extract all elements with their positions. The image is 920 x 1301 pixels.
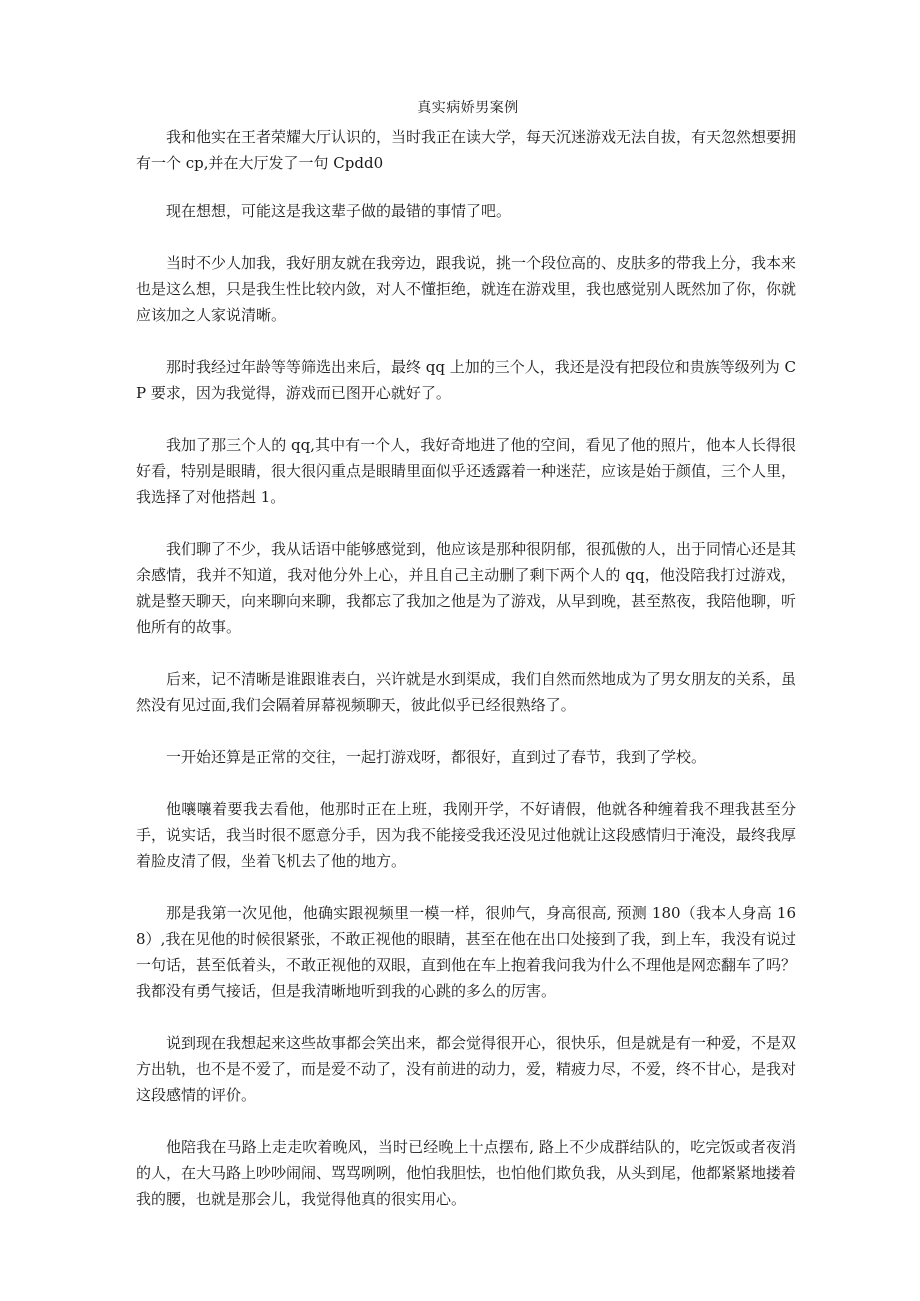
paragraph-4: 那时我经过年龄等等筛选出来后，最终 qq 上加的三个人，我还是没有把段位和贵族等级列为 CP 要求，因为我觉得，游戏而已图开心就好了。: [136, 358, 796, 402]
paragraph-1: 我和他实在王者荣耀大厅认识的，当时我正在读大学，每天沉迷游戏无法自拔，有天忽然想要拥有一个 cp,并在大厅发了一句 Cpdd0: [136, 128, 797, 172]
document-title: 真实病娇男案例: [417, 100, 519, 116]
paragraph-12: 他陪我在马路上走走吹着晚风，当时已经晚上十点摆布, 路上不少成群结队的，吃完饭或者夜消的人，在大马路上吵吵闹闹、骂骂咧咧，他怕我胆怯，也怕他们欺负我，从头到尾，他都紧紧地搂着我的腰，也就是那会儿，我觉得他真的很实用心。: [136, 1138, 797, 1208]
paragraph-10: 那是我第一次见他，他确实跟视频里一模一样，很帅气，身高很高, 预测 180（我本人身高 168）,我在见他的时候很紧张，不敢正视他的眼睛，甚至在他在出口处接到了我，到上车，我没有说过一句话，甚至低着头，不敢正视他的双眼，直到他在车上抱着我问我为什么不理他是网恋翻车了吗？我都没有勇气接话，但是我清晰地听到我的心跳的多么的厉害。: [136, 904, 797, 1000]
paragraph-6: 我们聊了不少，我从话语中能够感觉到，他应该是那种很阴郁，很孤傲的人，出于同情心还是其余感情，我并不知道，我对他分外上心，并且自己主动删了剩下两个人的 qq，他没陪我打过游戏，就是整天聊天，向来聊向来聊，我都忘了我加之他是为了游戏，从早到晚，甚至熬夜，我陪他聊，听他所有的故事。: [136, 540, 797, 636]
paragraph-9: 他嚷嚷着要我去看他，他那时正在上班，我刚开学，不好请假，他就各种缠着我不理我甚至分手，说实话，我当时很不愿意分手，因为我不能接受我还没见过他就让这段感情归于淹没，最终我厚着脸皮清了假，坐着飞机去了他的地方。: [136, 800, 797, 870]
paragraph-5: 我加了那三个人的 qq,其中有一个人，我好奇地进了他的空间，看见了他的照片，他本人长得很好看，特别是眼睛，很大很闪重点是眼睛里面似乎还透露着一种迷茫，应该是始于颜值，三个人里，我选择了对他搭赳 1。: [136, 436, 797, 506]
paragraph-2: 现在想想，可能这是我这辈子做的最错的事情了吧。: [166, 202, 512, 220]
paragraph-3: 当时不少人加我，我好朋友就在我旁边，跟我说，挑一个段位高的、皮肤多的带我上分，我本来也是这么想，只是我生性比较内敛，对人不懂拒绝，就连在游戏里，我也感觉别人既然加了你，你就应该加之人家说清晰。: [136, 254, 797, 324]
paragraph-11: 说到现在我想起来这些故事都会笑出来，都会觉得很开心，很快乐，但是就是有一种爱，不是双方出轨，也不是不爱了，而是爱不动了，没有前进的动力，爱，精疲力尽，不爱，终不甘心，是我对这段感情的评价。: [136, 1034, 797, 1104]
paragraph-8: 一开始还算是正常的交往，一起打游戏呀，都很好，直到过了春节，我到了学校。: [166, 748, 707, 766]
document-page: [136, 98, 796, 1238]
paragraph-7: 后来，记不清晰是谁跟谁表白，兴许就是水到渠成，我们自然而然地成为了男女朋友的关系，虽然没有见过面,我们会隔着屏幕视频聊天，彼此似乎已经很熟络了。: [136, 670, 797, 714]
